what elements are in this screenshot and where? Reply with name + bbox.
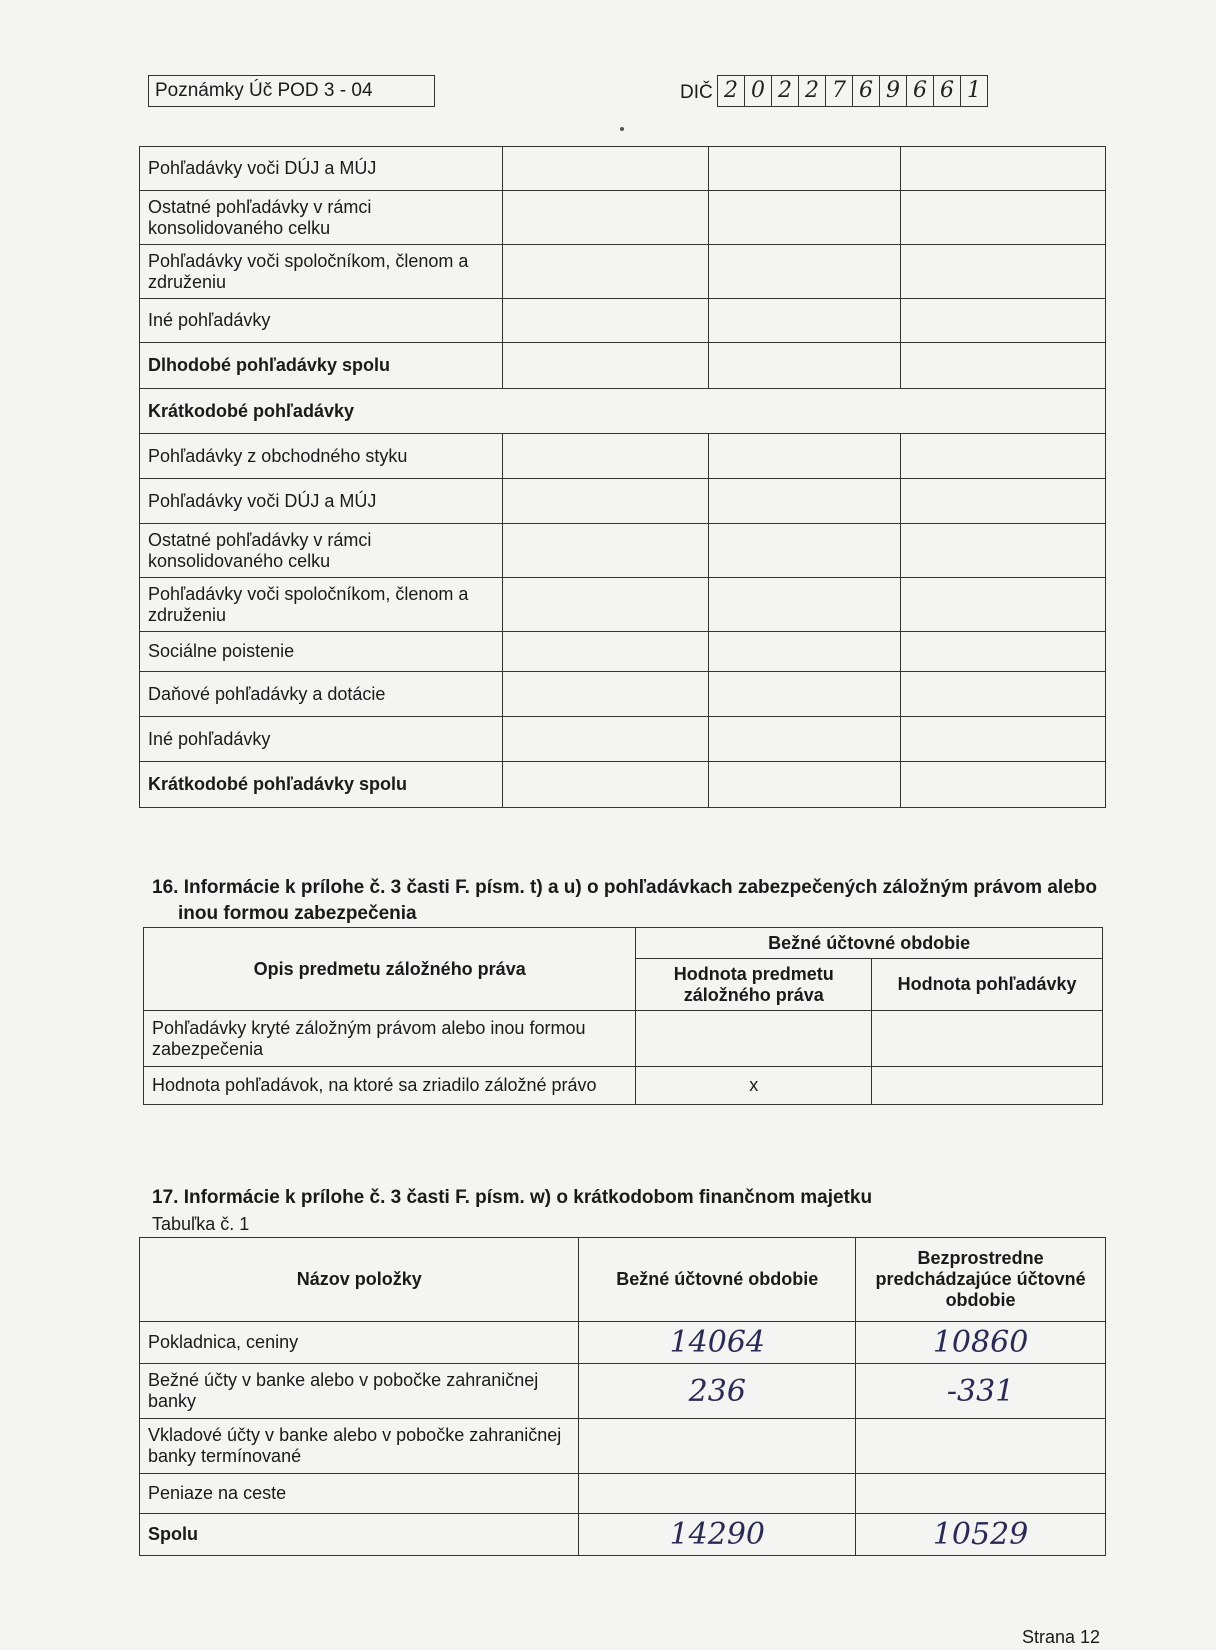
col-name-header: Názov položky	[140, 1238, 579, 1322]
table-row	[140, 191, 1106, 245]
dic-digit: 0	[745, 76, 772, 106]
previous-value[interactable]: 10860	[856, 1322, 1106, 1364]
value-cell[interactable]	[709, 632, 901, 672]
table-row	[140, 245, 1106, 299]
current-value[interactable]: 14064	[579, 1322, 856, 1364]
value-cell[interactable]	[502, 479, 709, 524]
section16-title-line2: inou formou zabezpečenia	[178, 903, 417, 924]
value-cell[interactable]	[502, 245, 709, 299]
row-label: Vkladové účty v banke alebo v pobočke zahraničnej banky termínované	[140, 1419, 579, 1474]
value-cell[interactable]	[502, 434, 709, 479]
dic-digit: 1	[967, 78, 981, 103]
pledge-table	[143, 927, 1103, 1105]
col-value-subject-header: Hodnota predmetu záložného práva	[636, 959, 872, 1011]
section17-subtitle: Tabuľka č. 1	[152, 1214, 250, 1234]
value-cell[interactable]	[901, 343, 1106, 389]
dic-digit: 6	[934, 76, 961, 106]
dic-digit: 9	[880, 76, 907, 106]
value-cell[interactable]	[901, 147, 1106, 191]
table-row	[140, 1322, 1106, 1364]
financial-assets-table	[139, 1237, 1106, 1556]
row-label: Iné pohľadávky	[140, 299, 503, 343]
col-desc-header: Opis predmetu záložného práva	[144, 928, 636, 1011]
table-row	[140, 524, 1106, 578]
dic-digit: 7	[826, 76, 853, 106]
table-row	[140, 1474, 1106, 1514]
form-label: Poznámky Úč POD 3 - 04	[148, 75, 435, 107]
row-label: Peniaze na ceste	[140, 1474, 579, 1514]
value-cell[interactable]	[901, 578, 1106, 632]
row-label: Pokladnica, ceniny	[140, 1322, 579, 1364]
dic-digit: 2	[799, 76, 826, 106]
current-value[interactable]	[579, 1419, 856, 1474]
current-value[interactable]: 236	[579, 1364, 856, 1419]
value-cell[interactable]	[502, 632, 709, 672]
dic-digit: 6	[907, 76, 934, 106]
table-row	[140, 632, 1106, 672]
value-cell[interactable]	[872, 1011, 1103, 1067]
value-cell[interactable]	[709, 299, 901, 343]
value-cell[interactable]	[901, 245, 1106, 299]
col-previous-header: Bezprostredne predchádzajúce účtovné obdobie	[856, 1238, 1106, 1322]
table-row	[140, 434, 1106, 479]
section-label: Krátkodobé pohľadávky	[140, 389, 1106, 434]
value-cell[interactable]	[709, 245, 901, 299]
table-row	[140, 1364, 1106, 1419]
row-label: Krátkodobé pohľadávky spolu	[140, 762, 503, 808]
table-row	[140, 1419, 1106, 1474]
row-label: Ostatné pohľadávky v rámci konsolidovaného celku	[140, 191, 503, 245]
value-cell[interactable]	[709, 434, 901, 479]
dic-label: DIČ	[680, 82, 713, 103]
value-cell[interactable]	[901, 434, 1106, 479]
section16-title-line1: 16. Informácie k prílohe č. 3 časti F. písm. t) a u) o pohľadávkach zabezpečených záložným právom alebo	[152, 877, 1097, 898]
previous-value[interactable]	[856, 1419, 1106, 1474]
value-cell[interactable]	[502, 762, 709, 808]
table-row	[140, 299, 1106, 343]
current-value[interactable]	[579, 1474, 856, 1514]
value-cell[interactable]	[901, 479, 1106, 524]
value-cell[interactable]	[901, 299, 1106, 343]
row-label: Bežné účty v banke alebo v pobočke zahraničnej banky	[140, 1364, 579, 1419]
value-cell[interactable]	[502, 191, 709, 245]
value-cell[interactable]	[901, 632, 1106, 672]
previous-value[interactable]: -331	[856, 1364, 1106, 1419]
section17-title: 17. Informácie k prílohe č. 3 časti F. písm. w) o krátkodobom finančnom majetku	[152, 1187, 873, 1208]
value-cell[interactable]	[502, 578, 709, 632]
table-row	[140, 672, 1106, 717]
table-row	[144, 1011, 1103, 1067]
value-cell[interactable]	[709, 479, 901, 524]
value-cell[interactable]	[709, 343, 901, 389]
row-label: Dlhodobé pohľadávky spolu	[140, 343, 503, 389]
dic-number	[717, 75, 988, 107]
value-cell[interactable]	[709, 524, 901, 578]
row-label: Pohľadávky voči spoločníkom, členom a združeniu	[140, 578, 503, 632]
col-period-header: Bežné účtovné obdobie	[636, 928, 1103, 959]
row-label: Pohľadávky voči DÚJ a MÚJ	[140, 147, 503, 191]
dic-digit: 2	[772, 76, 799, 106]
table-row	[140, 717, 1106, 762]
value-cell[interactable]	[709, 147, 901, 191]
value-cell[interactable]	[502, 147, 709, 191]
value-cell[interactable]	[901, 524, 1106, 578]
table-row	[140, 479, 1106, 524]
previous-value[interactable]: 10529	[856, 1514, 1106, 1556]
table-row	[140, 1514, 1106, 1556]
table-row	[140, 578, 1106, 632]
value-cell[interactable]	[901, 762, 1106, 808]
col-value-receivable-header: Hodnota pohľadávky	[872, 959, 1103, 1011]
row-label: Sociálne poistenie	[140, 632, 503, 672]
value-cell[interactable]	[709, 191, 901, 245]
table-row	[140, 147, 1106, 191]
row-label: Pohľadávky kryté záložným právom alebo inou formou zabezpečenia	[144, 1011, 636, 1067]
value-cell[interactable]	[901, 191, 1106, 245]
value-cell[interactable]	[502, 717, 709, 762]
row-label: Pohľadávky voči spoločníkom, členom a združeniu	[140, 245, 503, 299]
value-cell[interactable]	[709, 717, 901, 762]
dic-digit: 6	[853, 76, 880, 106]
value-cell[interactable]	[872, 1067, 1103, 1105]
value-cell[interactable]	[709, 762, 901, 808]
row-label: Pohľadávky z obchodného styku	[140, 434, 503, 479]
value-cell[interactable]	[901, 672, 1106, 717]
table-row	[140, 762, 1106, 808]
table-row	[144, 1067, 1103, 1105]
value-cell: x	[636, 1067, 872, 1105]
dic-digit: 2	[718, 76, 745, 106]
value-cell[interactable]	[502, 343, 709, 389]
scan-dot	[620, 127, 624, 131]
row-label: Hodnota pohľadávok, na ktoré sa zriadilo záložné právo	[144, 1067, 636, 1105]
value-cell[interactable]	[502, 672, 709, 717]
value-cell[interactable]	[901, 717, 1106, 762]
value-cell[interactable]	[636, 1011, 872, 1067]
page-number: Strana 12	[1021, 1627, 1100, 1647]
value-cell[interactable]	[502, 299, 709, 343]
value-cell[interactable]	[709, 578, 901, 632]
col-current-header: Bežné účtovné obdobie	[579, 1238, 856, 1322]
value-cell[interactable]	[709, 672, 901, 717]
row-label: Daňové pohľadávky a dotácie	[140, 672, 503, 717]
current-value[interactable]: 14290	[579, 1514, 856, 1556]
previous-value[interactable]	[856, 1474, 1106, 1514]
receivables-table	[139, 146, 1106, 808]
table-row	[140, 343, 1106, 389]
row-label: Ostatné pohľadávky v rámci konsolidovaného celku	[140, 524, 503, 578]
table-row	[140, 389, 1106, 434]
value-cell[interactable]	[502, 524, 709, 578]
row-label: Spolu	[140, 1514, 579, 1556]
row-label: Iné pohľadávky	[140, 717, 503, 762]
row-label: Pohľadávky voči DÚJ a MÚJ	[140, 479, 503, 524]
